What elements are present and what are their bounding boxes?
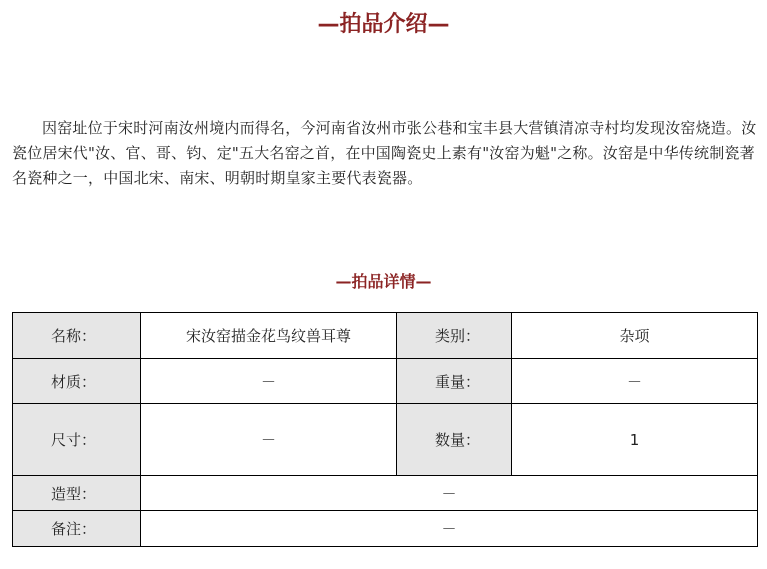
table-row	[13, 476, 758, 511]
quantity-value: 1	[512, 404, 758, 476]
weight-value: －	[512, 359, 758, 404]
remark-value: －	[141, 511, 758, 547]
category-value: 杂项	[512, 313, 758, 359]
size-label: 尺寸：	[13, 404, 141, 476]
remark-label: 备注：	[13, 511, 141, 547]
details-section-title: —拍品详情—	[335, 272, 432, 291]
name-label: 名称：	[13, 313, 141, 359]
table-row	[13, 313, 758, 359]
weight-label: 重量：	[397, 359, 512, 404]
shape-label: 造型：	[13, 476, 141, 511]
shape-value: －	[141, 476, 758, 511]
quantity-label: 数量：	[397, 404, 512, 476]
name-value: 宋汝窑描金花鸟纹兽耳尊	[141, 313, 397, 359]
category-label: 类别：	[397, 313, 512, 359]
table-row	[13, 404, 758, 476]
details-table	[12, 312, 758, 547]
material-value: －	[141, 359, 397, 404]
table-row	[13, 511, 758, 547]
table-row	[13, 359, 758, 404]
size-value: －	[141, 404, 397, 476]
intro-section-title: —拍品介绍—	[317, 12, 450, 37]
material-label: 材质：	[13, 359, 141, 404]
intro-paragraph: 因窑址位于宋时河南汝州境内而得名，今河南省汝州市张公巷和宝丰县大营镇清凉寺村均发现汝窑烧造。汝瓷位居宋代"汝、官、哥、钧、定"五大名窑之首，在中国陶瓷史上素有"汝窑为魁"之称。汝窑是中华传统制瓷著名瓷种之一，中国北宋、南宋、明朝时期皇家主要代表瓷器。	[12, 119, 757, 187]
